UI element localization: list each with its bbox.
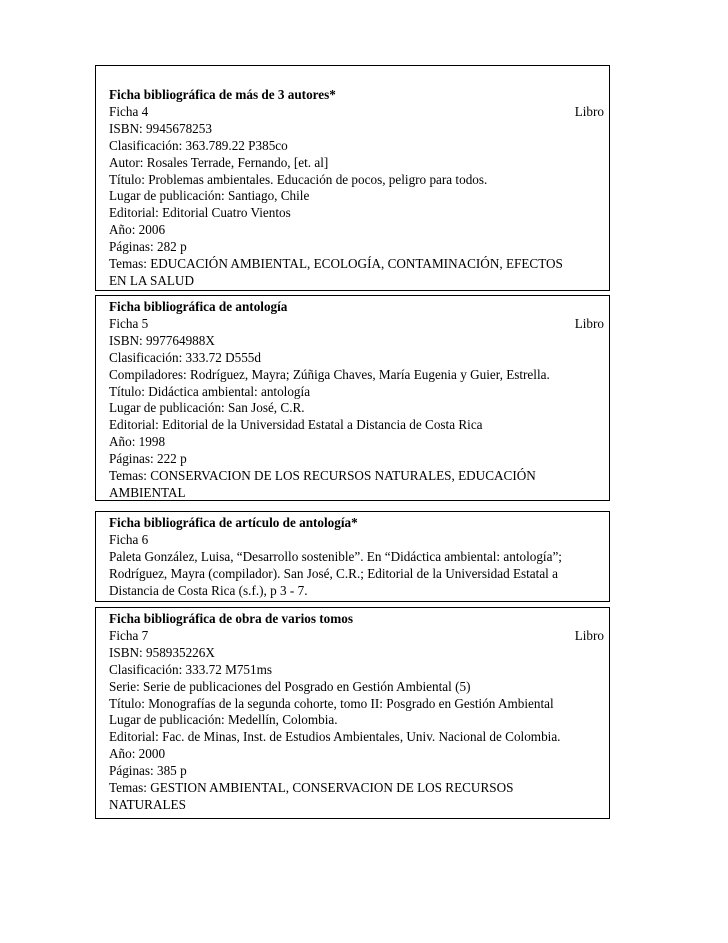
citation-line: Distancia de Costa Rica (s.f.), p 3 - 7.: [109, 582, 308, 598]
card-title: Ficha bibliográfica de artículo de antología*: [109, 515, 358, 530]
card-ficha-row: [109, 316, 609, 333]
classification-line: Clasificación: 333.72 D555d: [109, 349, 261, 365]
isbn-line: ISBN: 958935226X: [109, 644, 215, 660]
card-title: Ficha bibliográfica de obra de varios tomos: [109, 611, 353, 626]
year-line: Año: 1998: [109, 434, 166, 450]
place-line: Lugar de publicación: Santiago, Chile: [109, 188, 310, 204]
ficha-number: Ficha 6: [109, 531, 149, 547]
pages-line: Páginas: 282 p: [109, 239, 187, 255]
place-line: Lugar de publicación: Medellín, Colombia.: [109, 712, 338, 728]
title-line: Título: Monografías de la segunda cohorte, tomo II: Posgrado en Gestión Ambiental: [109, 695, 554, 711]
bibliographic-card-ficha-6: [95, 511, 610, 602]
publisher-line: Editorial: Fac. de Minas, Inst. de Estudios Ambientales, Univ. Nacional de Colombia.: [109, 729, 561, 745]
topics-line-continued: NATURALES: [109, 796, 186, 812]
isbn-line: ISBN: 997764988X: [109, 332, 215, 348]
classification-line: Clasificación: 363.789.22 P385co: [109, 137, 288, 153]
card-ficha-row: [109, 628, 609, 645]
card-title: Ficha bibliográfica de más de 3 autores*: [109, 87, 336, 102]
classification-line: Clasificación: 333.72 M751ms: [109, 661, 272, 677]
bibliographic-card-ficha-4: [95, 65, 610, 291]
bibliographic-card-ficha-7: [95, 607, 610, 819]
card-ficha-row: [109, 532, 609, 549]
isbn-line: ISBN: 9945678253: [109, 120, 212, 136]
document-type: Libro: [574, 103, 604, 119]
year-line: Año: 2000: [109, 746, 166, 762]
title-line: Título: Problemas ambientales. Educación de pocos, peligro para todos.: [109, 171, 488, 187]
series-line: Serie: Serie de publicaciones del Posgrado en Gestión Ambiental (5): [109, 678, 471, 694]
topics-line: Temas: EDUCACIÓN AMBIENTAL, ECOLOGÍA, CONTAMINACIÓN, EFECTOS: [109, 256, 563, 272]
ficha-number: Ficha 7: [109, 627, 149, 643]
card-ficha-row: [109, 104, 609, 121]
author-line: Autor: Rosales Terrade, Fernando, [et. al]: [109, 154, 329, 170]
title-line: Título: Didáctica ambiental: antología: [109, 383, 311, 399]
place-line: Lugar de publicación: San José, C.R.: [109, 400, 305, 416]
citation-line: Paleta González, Luisa, “Desarrollo sostenible”. En “Didáctica ambiental: antología”;: [109, 548, 562, 564]
topics-line: Temas: CONSERVACION DE LOS RECURSOS NATURALES, EDUCACIÓN: [109, 468, 536, 484]
compilers-line: Compiladores: Rodríguez, Mayra; Zúñiga Chaves, María Eugenia y Guier, Estrella.: [109, 366, 550, 382]
topics-line: Temas: GESTION AMBIENTAL, CONSERVACION DE LOS RECURSOS: [109, 780, 514, 796]
document-type: Libro: [574, 627, 604, 643]
topics-line-continued: EN LA SALUD: [109, 272, 194, 288]
publisher-line: Editorial: Editorial Cuatro Vientos: [109, 205, 291, 221]
ficha-number: Ficha 4: [109, 103, 149, 119]
document-type: Libro: [574, 315, 604, 331]
topics-line-continued: AMBIENTAL: [109, 484, 186, 500]
bibliographic-card-ficha-5: [95, 295, 610, 501]
year-line: Año: 2006: [109, 222, 166, 238]
publisher-line: Editorial: Editorial de la Universidad Estatal a Distancia de Costa Rica: [109, 417, 483, 433]
citation-line: Rodríguez, Mayra (compilador). San José, C.R.; Editorial de la Universidad Estatal a: [109, 565, 558, 581]
pages-line: Páginas: 385 p: [109, 763, 187, 779]
pages-line: Páginas: 222 p: [109, 451, 187, 467]
card-top-spacing: [109, 69, 609, 87]
card-title: Ficha bibliográfica de antología: [109, 299, 288, 314]
ficha-number: Ficha 5: [109, 315, 149, 331]
